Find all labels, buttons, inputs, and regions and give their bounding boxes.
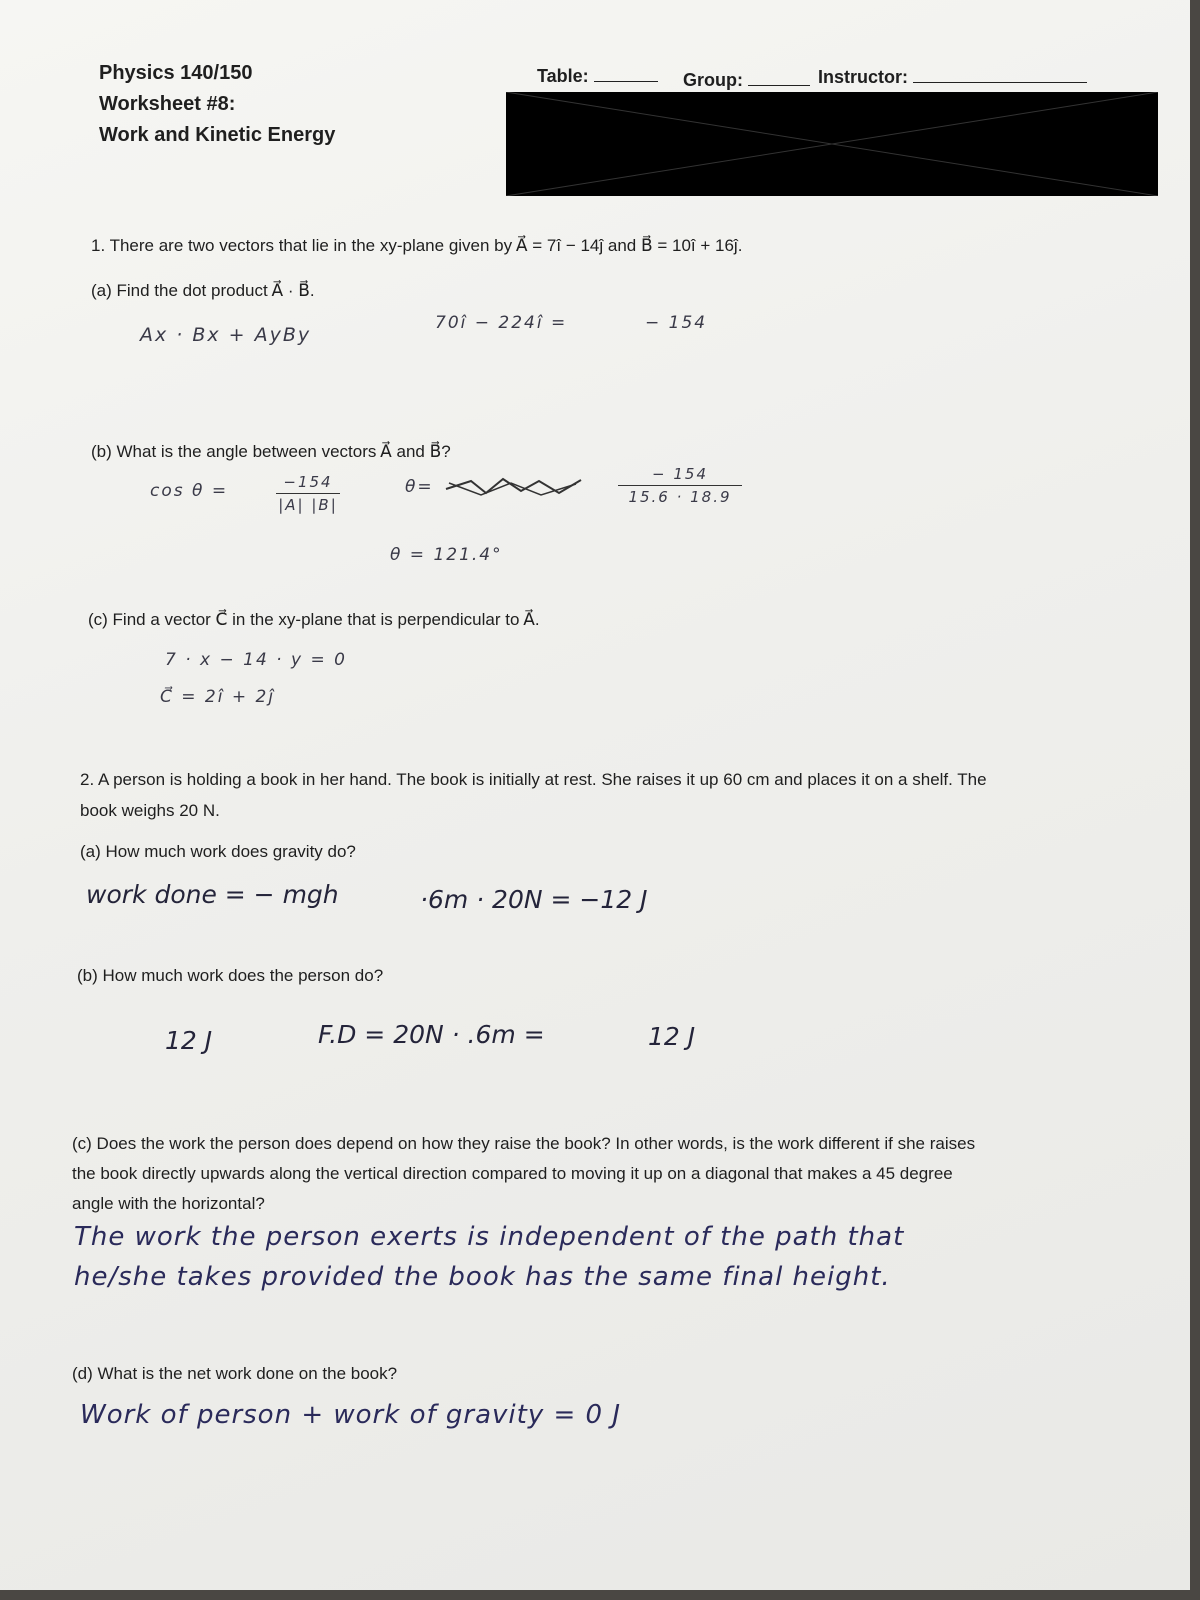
- q2c-prompt-line1: (c) Does the work the person does depend on how they raise the book? In other words, is the work different if she raises: [72, 1134, 976, 1153]
- instructor-blank: [913, 82, 1087, 83]
- redaction-cross: [506, 92, 1158, 196]
- q1c-handwritten-equation: 7 · x − 14 · y = 0: [165, 650, 347, 670]
- q1-prompt: 1. There are two vectors that lie in the xy-plane given by A⃗ = 7î − 14ĵ and B⃗ = 10î + 16ĵ.: [91, 236, 743, 255]
- q2b-prompt: (b) How much work does the person do?: [77, 966, 384, 985]
- q2-prompt-line2: book weighs 20 N.: [80, 801, 220, 820]
- q1b-prompt: (b) What is the angle between vectors A⃗ and B⃗?: [91, 442, 451, 461]
- q1b-fraction-denominator: |A| |B|: [278, 496, 338, 514]
- q2c-handwritten-line2: he/she takes provided the book has the same final height.: [74, 1262, 891, 1292]
- q1a-handwritten-calc: 70î − 224î =: [435, 313, 568, 333]
- worksheet-number: Worksheet #8:: [99, 93, 236, 115]
- q1b-handwritten-fraction-2: [618, 465, 742, 506]
- scribble-strikeout: [441, 475, 591, 499]
- group-blank: [748, 85, 810, 86]
- fraction-bar: [618, 485, 742, 486]
- q2c-prompt-line2: the book directly upwards along the vertical direction compared to moving it up on a diagonal that makes a 45 degree: [72, 1164, 953, 1183]
- group-label: Group:: [683, 70, 743, 90]
- q1b-handwritten-fraction: [276, 473, 340, 514]
- q1b-fraction2-denominator: 15.6 · 18.9: [628, 488, 732, 506]
- q2d-prompt: (d) What is the net work done on the book?: [72, 1364, 398, 1383]
- q2b-handwritten-result: 12 J: [648, 1022, 696, 1051]
- q1b-scribble-theta: θ=: [405, 477, 434, 497]
- fraction-bar: [276, 493, 340, 494]
- q2c-handwritten-line1: The work the person exerts is independent of the path that: [74, 1222, 905, 1252]
- q1c-handwritten-vector: C⃗ = 2î + 2ĵ: [160, 687, 276, 707]
- q1b-fraction-numerator: −154: [283, 473, 333, 491]
- q2a-handwritten-calc: ·6m · 20N = −12 J: [420, 885, 648, 914]
- q1a-prompt: (a) Find the dot product A⃗ · B⃗.: [91, 281, 315, 300]
- worksheet-topic: Work and Kinetic Energy: [99, 124, 336, 146]
- instructor-label: Instructor:: [818, 67, 908, 87]
- table-field: [537, 66, 658, 87]
- table-blank: [594, 81, 658, 82]
- q1b-handwritten-scribble: [405, 475, 591, 499]
- group-field: [683, 70, 810, 91]
- q2d-handwritten-answer: Work of person + work of gravity = 0 J: [80, 1400, 622, 1430]
- course-title: Physics 140/150: [99, 62, 253, 84]
- redaction-box: [506, 92, 1158, 196]
- table-label: Table:: [537, 66, 589, 86]
- q1a-handwritten-formula: Ax · Bx + AyBy: [140, 324, 312, 346]
- q2-prompt-line1: 2. A person is holding a book in her hand. The book is initially at rest. She raises it up 60 cm and places it on a shelf. The: [80, 770, 987, 789]
- q1b-handwritten-theta: θ = 121.4°: [390, 545, 503, 565]
- q1b-handwritten-cos: cos θ =: [150, 481, 229, 501]
- q1a-handwritten-result: − 154: [645, 313, 708, 333]
- instructor-field: [818, 67, 1087, 88]
- q2c-prompt-line3: angle with the horizontal?: [72, 1194, 265, 1213]
- q2a-prompt: (a) How much work does gravity do?: [80, 842, 356, 861]
- q1c-prompt: (c) Find a vector C⃗ in the xy-plane that is perpendicular to A⃗.: [88, 610, 540, 629]
- q2b-handwritten-answer: 12 J: [165, 1026, 213, 1055]
- q2a-handwritten-work: work done = − mgh: [86, 880, 339, 909]
- q2b-handwritten-calc: F.D = 20N · .6m =: [318, 1020, 545, 1049]
- q1b-fraction2-numerator: − 154: [652, 465, 708, 483]
